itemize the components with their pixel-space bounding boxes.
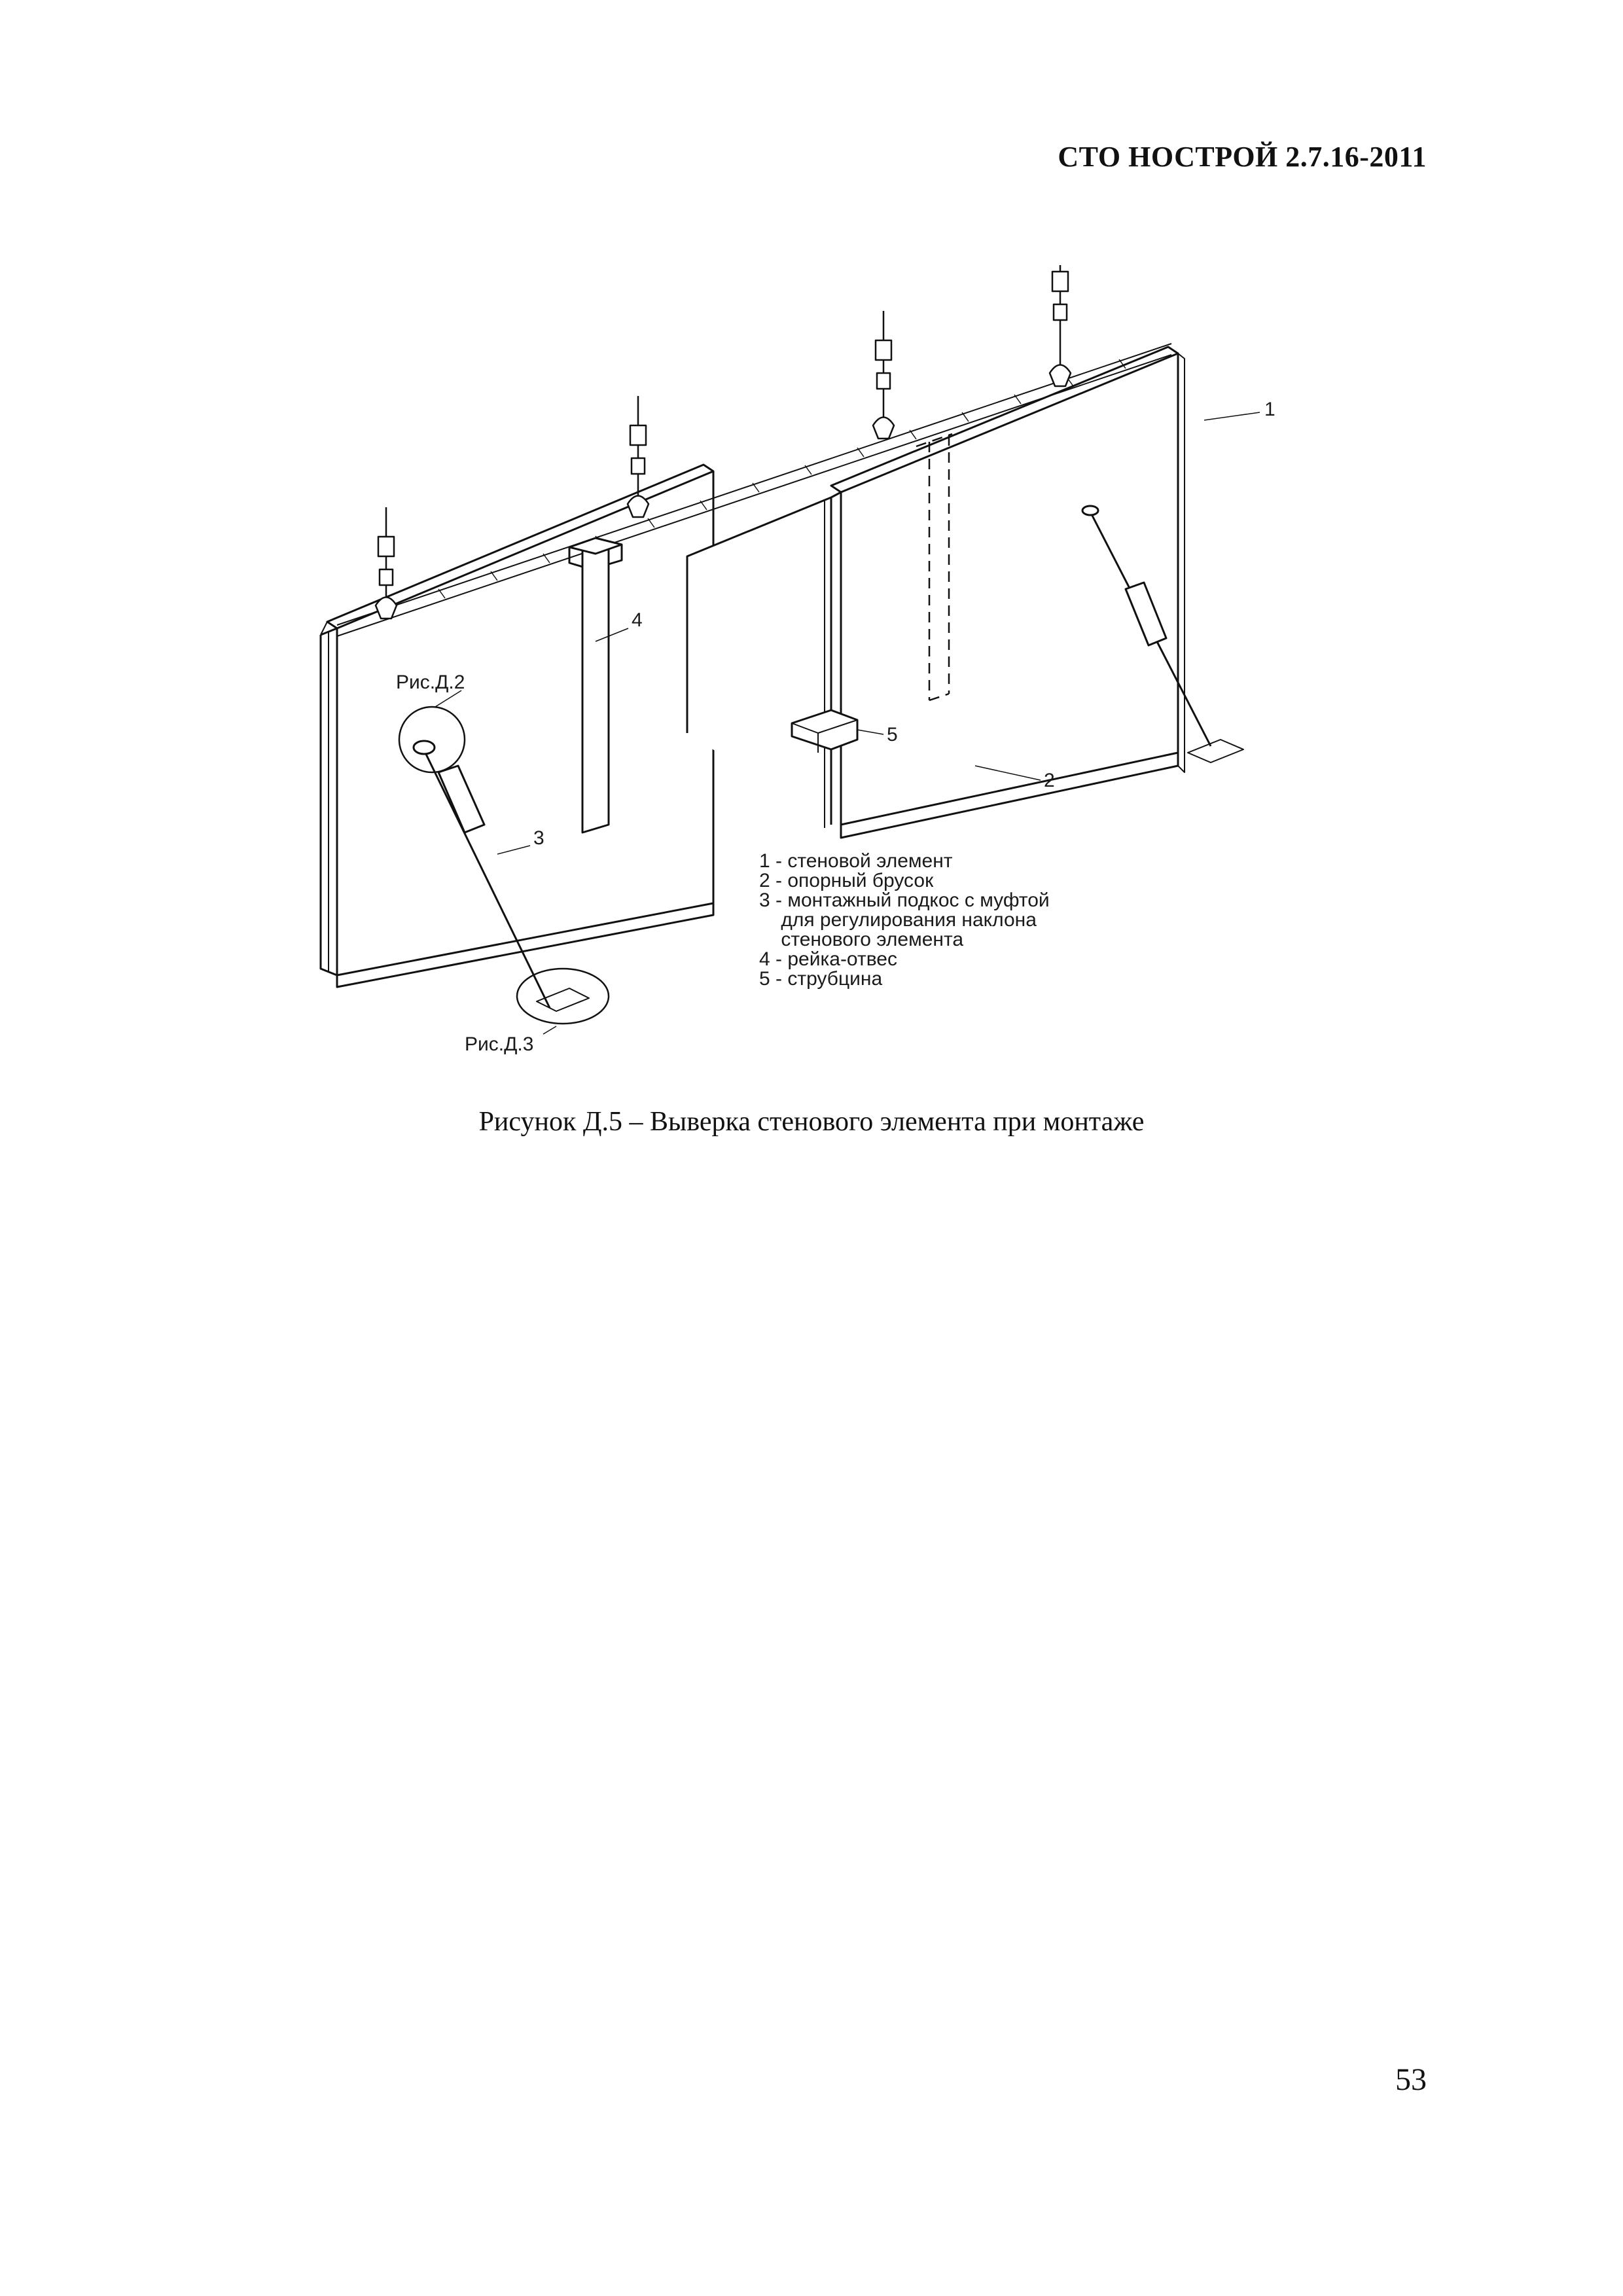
legend-line: 2 - опорный брусок [759,870,934,891]
ref-ris-d2: Рис.Д.2 [396,672,465,693]
wall-element-alignment-figure [308,249,1315,1073]
callout-3: 3 [533,827,544,849]
legend-line: для регулирования наклона [759,909,1037,931]
legend-line: 1 - стеновой элемент [759,850,953,872]
callout-5: 5 [887,724,898,745]
callout-4: 4 [632,609,643,631]
legend-line: стенового элемента [759,929,964,950]
page-number: 53 [1395,2062,1427,2097]
figure-caption: Рисунок Д.5 – Выверка стенового элемента при монтаже [478,1107,1145,1137]
legend-line: 3 - монтажный подкос с муфтой [759,889,1050,911]
document-code-header: СТО НОСТРОЙ 2.7.16-2011 [1058,141,1427,173]
plumb-rail [582,542,609,833]
legend-line: 5 - струбцина [759,968,883,990]
ref-ris-d3: Рис.Д.3 [465,1033,534,1055]
wall-drawing [308,249,1315,1073]
callout-2: 2 [1044,770,1055,791]
callout-1: 1 [1264,399,1275,420]
legend-line: 4 - рейка-отвес [759,948,897,970]
figure-legend [759,850,1050,990]
